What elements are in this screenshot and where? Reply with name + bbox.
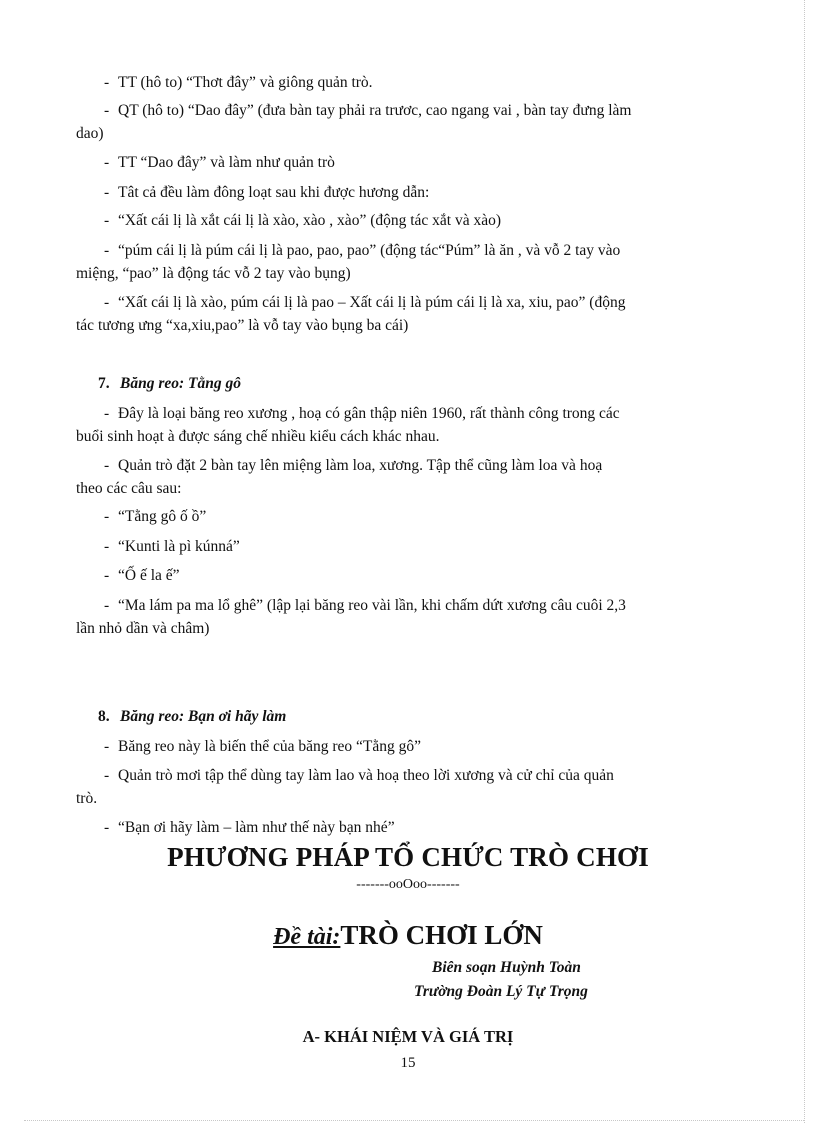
- page-number: 15: [400, 1055, 416, 1071]
- bullet-line: - TT “Dao đây” và làm như quản trò: [104, 154, 335, 171]
- section-title: Băng reo: Bạn ơi hãy làm: [120, 708, 287, 725]
- section-number: 7.: [98, 375, 110, 392]
- bullet-line: - “Bạn ơi hãy làm – làm như thế này bạn nhé”: [104, 819, 395, 836]
- bullet-line: - QT (hô to) “Dao đây” (đưa bàn tay phải ra trươc, cao ngang vai , bàn tay đưng làm: [104, 102, 632, 119]
- section-8-heading: [98, 707, 286, 727]
- bullet-text: “Ma lám pa ma lổ ghê” (lập lại băng reo vài lần, khi chấm dứt xương câu cuôi 2,3: [118, 597, 626, 614]
- page-border-bottom: [24, 1120, 804, 1121]
- bullet-text: “púm cái lị là púm cái lị là pao, pao, pao” (động tác“Púm” là ăn , và vỗ 2 tay vào: [118, 242, 621, 259]
- bullet-text: “Xất cái lị là xào, púm cái lị là pao – Xất cái lị là púm cái lị là xa, xiu, pao” (động: [118, 294, 626, 311]
- topic-label: Đề tài:: [273, 924, 341, 950]
- bullet-line: - Quản trò đặt 2 bàn tay lên miệng làm loa, xương. Tập thể cũng làm loa và hoạ: [104, 457, 603, 474]
- bullet-text: TT “Dao đây” và làm như quản trò: [118, 154, 335, 171]
- section-7-heading: [98, 374, 241, 394]
- bullet-text: “Xất cái lị là xắt cái lị là xào, xào , xào” (động tác xắt và xào): [118, 212, 502, 229]
- bullet-text: “Kunti là pì kúnná”: [118, 538, 240, 555]
- bullet-text: Quản trò mơi tập thể dùng tay làm lao và hoạ theo lời xương và cử chỉ của quản: [118, 767, 614, 784]
- bullet-continuation: tác tương ưng “xa,xiu,pao” là vỗ tay vào bụng ba cái): [76, 317, 409, 334]
- bullet-line: - “Xất cái lị là xắt cái lị là xào, xào , xào” (động tác xắt và xào): [104, 212, 502, 229]
- bullet-text: Băng reo này là biến thể của băng reo “Tằng gô”: [118, 738, 421, 755]
- bullet-continuation: miệng, “pao” là động tác vỗ 2 tay vào bụng): [76, 265, 351, 282]
- bullet-text: “Tằng gô ố ồ”: [118, 508, 207, 525]
- bullet-continuation: theo các câu sau:: [76, 480, 182, 497]
- bullet-line: - “Ố ế la ế”: [104, 567, 180, 584]
- bullet-continuation: lần nhỏ dần và châm): [76, 620, 210, 637]
- bullet-line: - “Xất cái lị là xào, púm cái lị là pao – Xất cái lị là púm cái lị là xa, xiu, pao” (động: [104, 294, 626, 311]
- bullet-line: - Đây là loại băng reo xương , hoạ có gân thập niên 1960, rất thành công trong các: [104, 405, 620, 422]
- section-a-heading: A- KHÁI NIỆM VÀ GIÁ TRỊ: [302, 1027, 514, 1046]
- topic-title: TRÒ CHƠI LỚN: [340, 920, 543, 950]
- bullet-continuation: dao): [76, 125, 104, 142]
- bullet-line: - Băng reo này là biến thể của băng reo “Tằng gô”: [104, 738, 421, 755]
- bullet-continuation: trò.: [76, 790, 98, 807]
- bullet-line: - “Ma lám pa ma lổ ghê” (lập lại băng reo vài lần, khi chấm dứt xương câu cuôi 2,3: [104, 597, 626, 614]
- main-title: PHƯƠNG PHÁP TỔ CHỨC TRÒ CHƠI: [167, 842, 649, 872]
- bullet-continuation: buổi sinh hoạt à được sáng chế nhiều kiểu cách khác nhau.: [76, 428, 440, 445]
- author-name: Biên soạn Huỳnh Toàn: [432, 959, 581, 976]
- bullet-line: - Quản trò mơi tập thể dùng tay làm lao và hoạ theo lời xương và cử chỉ của quản: [104, 767, 614, 784]
- bullet-text: Quản trò đặt 2 bàn tay lên miệng làm loa, xương. Tập thể cũng làm loa và hoạ: [118, 457, 603, 474]
- section-number: 8.: [98, 708, 110, 725]
- bullet-line: - “Kunti là pì kúnná”: [104, 538, 240, 555]
- bullet-text: TT (hô to) “Thơt đây” và giông quản trò.: [118, 74, 373, 91]
- author-affiliation: Trường Đoàn Lý Tự Trọng: [414, 983, 588, 1000]
- title-separator: -------ooOoo-------: [356, 877, 460, 892]
- bullet-line: - “Tằng gô ố ồ”: [104, 508, 207, 525]
- bullet-line: - TT (hô to) “Thơt đây” và giông quản trò.: [104, 74, 373, 91]
- section-title: Băng reo: Tằng gô: [120, 375, 241, 392]
- bullet-text: “Bạn ơi hãy làm – làm như thế này bạn nhé”: [118, 819, 395, 836]
- page-border-right: [804, 0, 805, 1123]
- bullet-line: - Tât cả đều làm đông loạt sau khi được hương dẫn:: [104, 184, 430, 201]
- bullet-text: Tât cả đều làm đông loạt sau khi được hương dẫn:: [118, 184, 430, 201]
- topic-line: [0, 920, 816, 951]
- bullet-line: - “púm cái lị là púm cái lị là pao, pao, pao” (động tác“Púm” là ăn , và vỗ 2 tay vào: [104, 242, 621, 259]
- bullet-text: “Ố ế la ế”: [118, 567, 180, 584]
- bullet-text: QT (hô to) “Dao đây” (đưa bàn tay phải ra trươc, cao ngang vai , bàn tay đưng làm: [118, 102, 632, 119]
- bullet-text: Đây là loại băng reo xương , hoạ có gân thập niên 1960, rất thành công trong các: [118, 405, 620, 422]
